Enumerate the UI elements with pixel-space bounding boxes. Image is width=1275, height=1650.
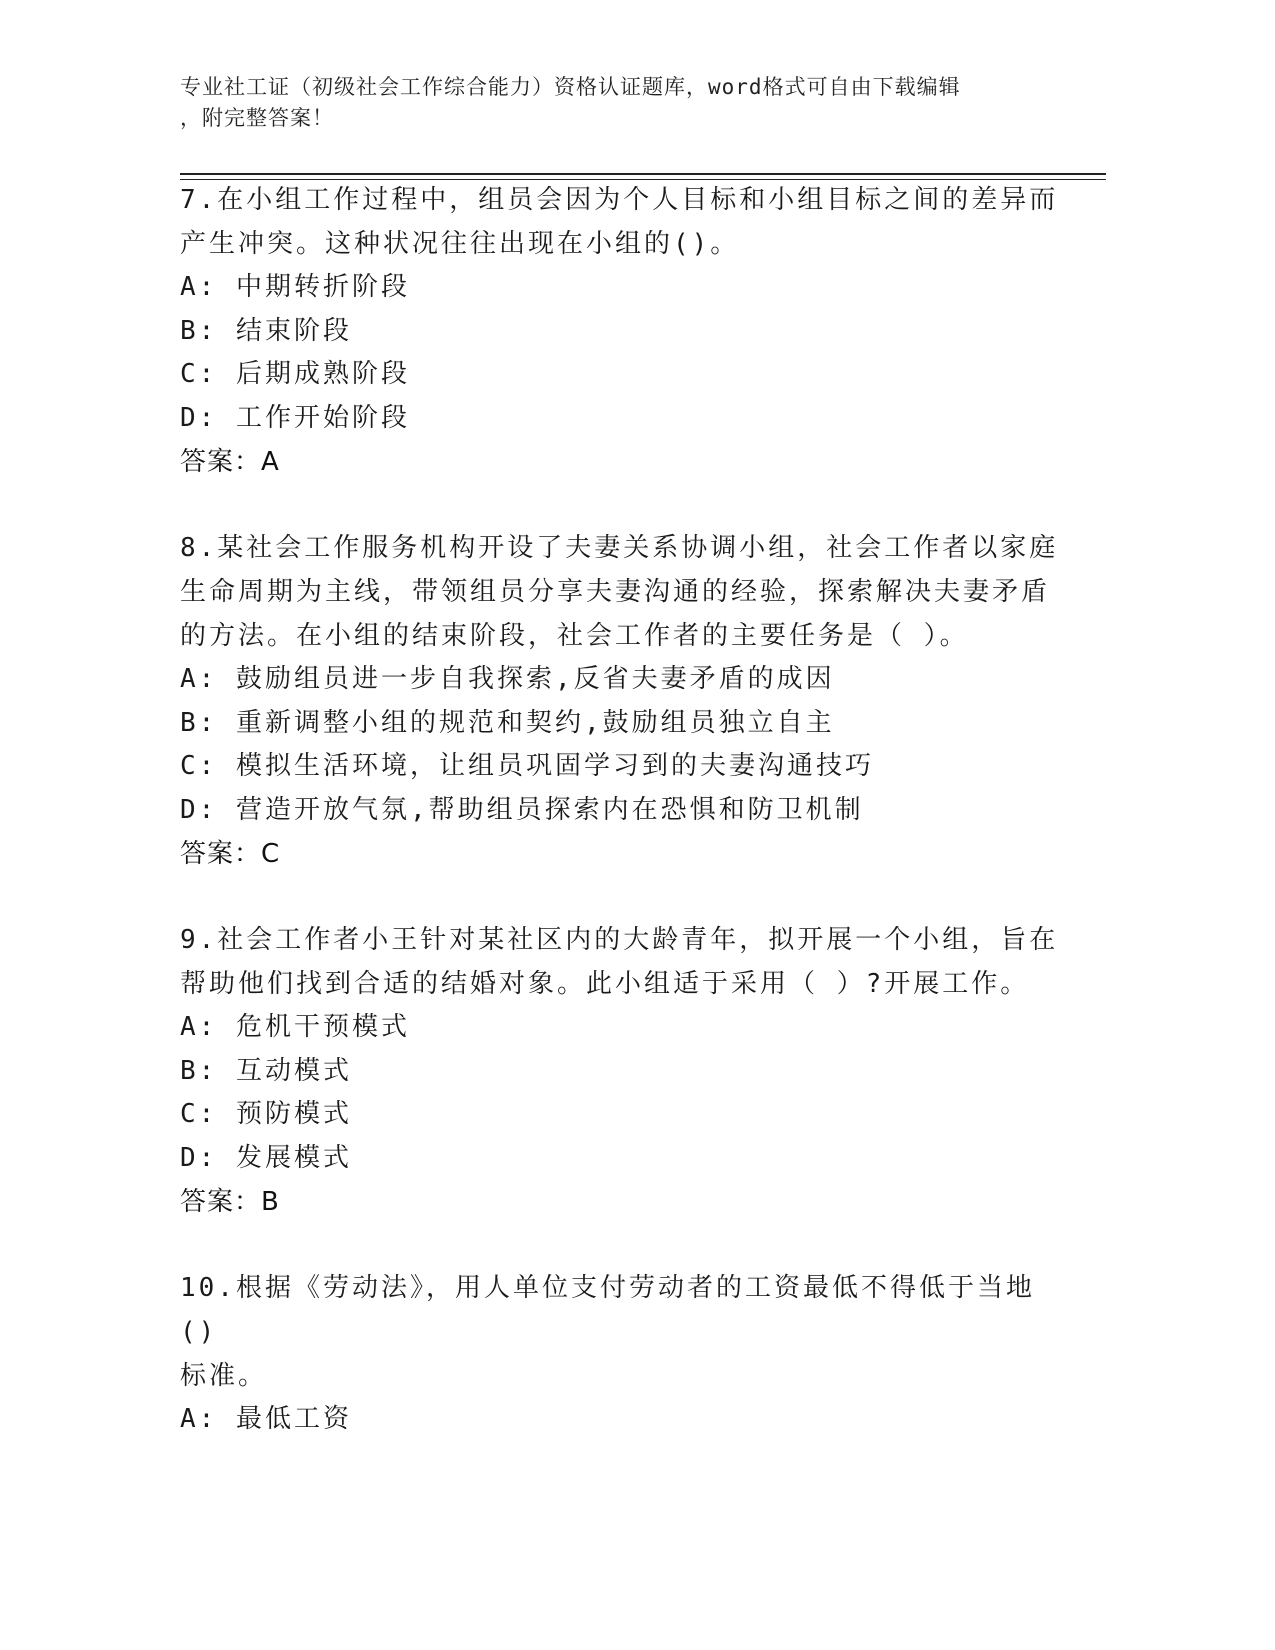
question-stem-line: 10.根据《劳动法》，用人单位支付劳动者的工资最低不得低于当地() bbox=[180, 1273, 1035, 1347]
question-stem-line: 标准。 bbox=[180, 1361, 268, 1391]
option-b: B: 结束阶段 bbox=[180, 315, 352, 346]
header-divider-thick bbox=[180, 173, 1106, 175]
header-line-2: ，附完整答案！ bbox=[180, 106, 334, 130]
answer-line: 答案：B bbox=[180, 1187, 280, 1217]
question-list bbox=[180, 178, 1060, 1442]
answer-line: 答案：C bbox=[180, 839, 281, 869]
option-b: B: 互动模式 bbox=[180, 1055, 352, 1086]
question-10 bbox=[180, 1266, 1060, 1442]
question-stem-line: 帮助他们找到合适的结婚对象。此小组适于采用（ ）?开展工作。 bbox=[180, 969, 1030, 999]
option-a: A: 鼓励组员进一步自我探索,反省夫妻矛盾的成因 bbox=[180, 664, 835, 694]
question-7 bbox=[180, 178, 1060, 484]
question-stem-line: 9.社会工作者小王针对某社区内的大龄青年，拟开展一个小组，旨在 bbox=[180, 925, 1059, 955]
option-b: B: 重新调整小组的规范和契约,鼓励组员独立自主 bbox=[180, 707, 835, 738]
header-line-1: 专业社工证（初级社会工作综合能力）资格认证题库，word格式可自由下载编辑 bbox=[180, 75, 961, 99]
option-a: A: 最低工资 bbox=[180, 1404, 352, 1434]
question-stem-line: 生命周期为主线，带领组员分享夫妻沟通的经验，探索解决夫妻矛盾 bbox=[180, 577, 1051, 607]
option-d: D: 营造开放气氛,帮助组员探索内在恐惧和防卫机制 bbox=[180, 794, 864, 825]
question-stem-line: 的方法。在小组的结束阶段，社会工作者的主要任务是（ ）。 bbox=[180, 621, 969, 651]
question-spacer bbox=[180, 1224, 1060, 1266]
question-spacer bbox=[180, 484, 1060, 526]
question-8 bbox=[180, 526, 1060, 876]
question-stem-line: 7.在小组工作过程中，组员会因为个人目标和小组目标之间的差异而 bbox=[180, 185, 1059, 215]
question-spacer bbox=[180, 876, 1060, 918]
question-stem-line: 8.某社会工作服务机构开设了夫妻关系协调小组，社会工作者以家庭 bbox=[180, 533, 1059, 563]
option-d: D: 工作开始阶段 bbox=[180, 402, 410, 433]
question-9 bbox=[180, 918, 1060, 1224]
option-c: C: 预防模式 bbox=[180, 1099, 352, 1129]
option-a: A: 中期转折阶段 bbox=[180, 272, 410, 302]
option-a: A: 危机干预模式 bbox=[180, 1012, 410, 1042]
option-d: D: 发展模式 bbox=[180, 1142, 352, 1173]
document-header bbox=[180, 72, 1060, 134]
option-c: C: 模拟生活环境，让组员巩固学习到的夫妻沟通技巧 bbox=[180, 751, 874, 781]
answer-line: 答案：A bbox=[180, 447, 280, 477]
option-c: C: 后期成熟阶段 bbox=[180, 359, 410, 389]
question-stem-line: 产生冲突。这种状况往往出现在小组的()。 bbox=[180, 229, 740, 259]
